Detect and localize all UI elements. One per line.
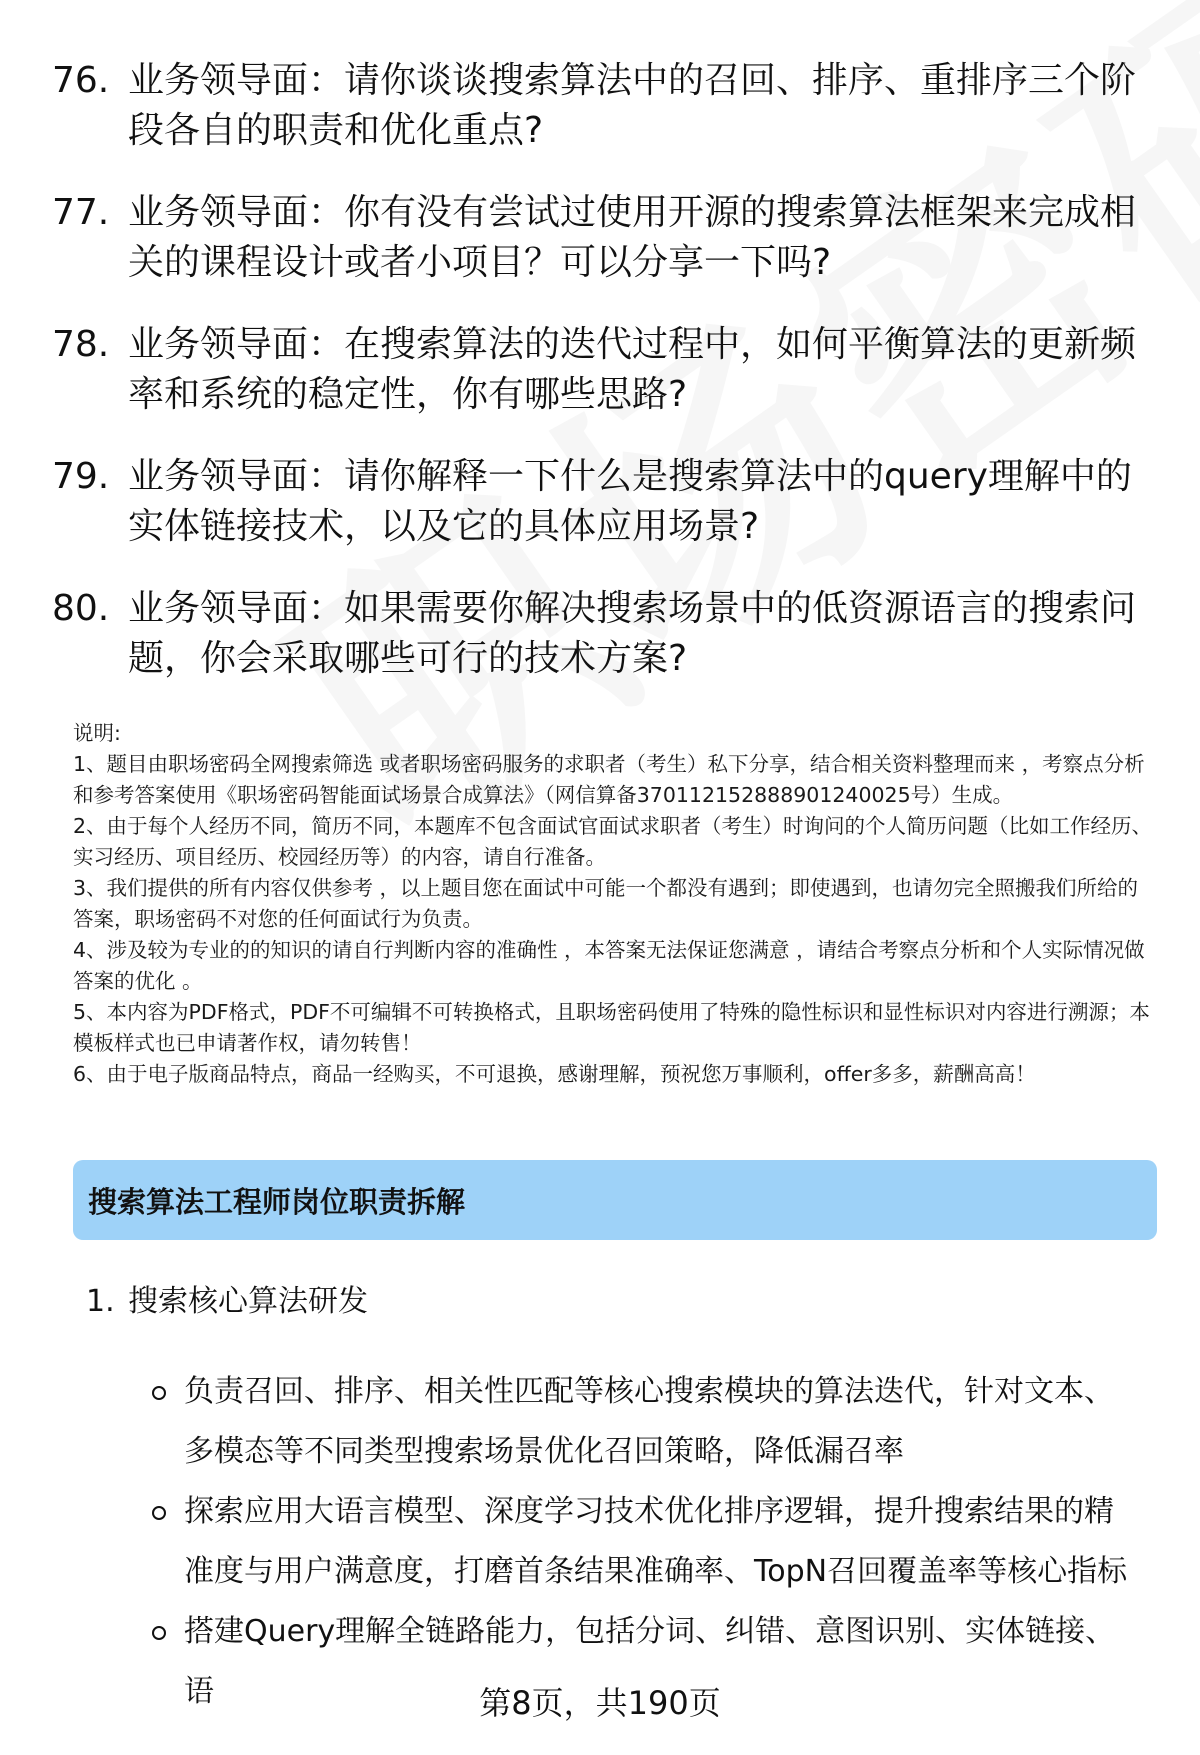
- question-text: 业务领导面：在搜索算法的迭代过程中，如何平衡算法的更新频率和系统的稳定性，你有哪些思路?: [128, 324, 1137, 415]
- bullet-circle-icon: [152, 1386, 166, 1400]
- bullet-text: 负责召回、排序、相关性匹配等核心搜索模块的算法迭代，针对文本、多模态等不同类型搜索场景优化召回策略，降低漏召率: [184, 1374, 1114, 1469]
- question-text: 业务领导面：请你谈谈搜索算法中的召回、排序、重排序三个阶段各自的职责和优化重点?: [128, 60, 1137, 151]
- bullet-text: 搭建Query理解全链路能力，包括分词、纠错、意图识别、实体链接、语: [184, 1614, 1116, 1709]
- question-item: [52, 56, 1152, 156]
- page-footer: 第8页，共190页: [479, 1684, 721, 1722]
- note-item: 5、本内容为PDF格式，PDF不可编辑不可转换格式，且职场密码使用了特殊的隐性标识和显性标识对内容进行溯源；本模板样式也已申请著作权，请勿转售！: [73, 1000, 1150, 1055]
- question-item: [52, 452, 1152, 552]
- note-item: 2、由于每个人经历不同，简历不同，本题库不包含面试官面试求职者（考生）时询问的个人简历问题（比如工作经历、实习经历、项目经历、校园经历等）的内容，请自行准备。: [73, 814, 1153, 869]
- bullet-item: [152, 1362, 1142, 1482]
- section-header: [73, 1160, 1157, 1240]
- bullet-list: [152, 1362, 1142, 1722]
- question-number: 78.: [52, 324, 110, 365]
- note-item: 1、题目由职场密码全网搜索筛选 或者职场密码服务的求职者（考生）私下分享，结合相关资料整理而来 ，考察点分析和参考答案使用《职场密码智能面试场景合成算法》（网信算备370112152888901240025号）生成。: [73, 752, 1145, 807]
- question-item: [52, 188, 1152, 288]
- notes-title: 说明:: [73, 721, 121, 745]
- note-item: 3、我们提供的所有内容仅供参考 ，以上题目您在面试中可能一个都没有遇到；即使遇到，也请勿完全照搬我们所给的答案，职场密码不对您的任何面试行为负责。: [73, 876, 1139, 931]
- bullet-circle-icon: [152, 1506, 166, 1520]
- bullet-item: [152, 1482, 1142, 1602]
- question-item: [52, 584, 1152, 684]
- question-item: [52, 320, 1152, 420]
- question-number: 76.: [52, 60, 110, 101]
- question-list: [52, 56, 1152, 716]
- question-text: 业务领导面：你有没有尝试过使用开源的搜索算法框架来完成相关的课程设计或者小项目？可以分享一下吗?: [128, 192, 1137, 283]
- note-item: 4、涉及较为专业的的知识的请自行判断内容的准确性 ，本答案无法保证您满意 ，请结合考察点分析和个人实际情况做答案的优化 。: [73, 938, 1145, 993]
- notes-section: [73, 718, 1158, 1090]
- question-number: 79.: [52, 456, 110, 497]
- question-text: 业务领导面：请你解释一下什么是搜索算法中的query理解中的实体链接技术，以及它的具体应用场景?: [128, 456, 1132, 547]
- list-heading-text: 搜索核心算法研发: [128, 1284, 368, 1319]
- section-title: 搜索算法工程师岗位职责拆解: [88, 1184, 466, 1219]
- list-number: 1.: [86, 1284, 115, 1319]
- question-number: 77.: [52, 192, 110, 233]
- question-number: 80.: [52, 588, 110, 629]
- bullet-circle-icon: [152, 1626, 166, 1640]
- list-heading: [86, 1282, 368, 1322]
- question-text: 业务领导面：如果需要你解决搜索场景中的低资源语言的搜索问题，你会采取哪些可行的技术方案?: [128, 588, 1137, 679]
- bullet-text: 探索应用大语言模型、深度学习技术优化排序逻辑，提升搜索结果的精准度与用户满意度，打磨首条结果准确率、TopN召回覆盖率等核心指标: [184, 1494, 1128, 1589]
- note-item: 6、由于电子版商品特点，商品一经购买，不可退换，感谢理解，预祝您万事顺利，offer多多，薪酬高高！: [73, 1062, 1036, 1086]
